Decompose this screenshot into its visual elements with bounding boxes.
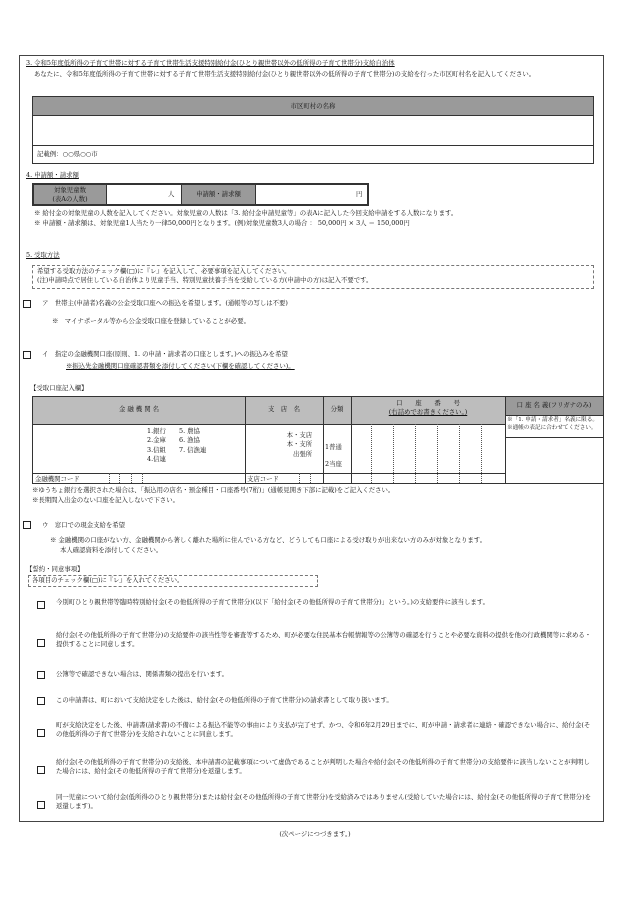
municipality-header: 市区町村の名称 — [33, 97, 593, 116]
section4-note1: ※ 給付金の対象児童の人数を記入してください。対象児童の人数は「3. 給付金申請児童等」の表Aに記入した今回支給申請をする人数になります。 — [34, 209, 458, 217]
bank-name-header: 金 融 機 関 名 — [118, 405, 160, 413]
municipality-name-field[interactable] — [33, 115, 593, 146]
account-title: 【受取口座記入欄】 — [30, 384, 88, 392]
account-type-options[interactable]: 1普通 2当座 — [325, 443, 342, 468]
option-u-note-2: 本人確認資料を添付してください。 — [60, 546, 163, 554]
agreement-checkbox-7[interactable] — [37, 801, 45, 809]
option-u-label: ウ 窓口での現金支給を希望 — [42, 521, 126, 529]
option-u-checkbox[interactable] — [23, 521, 31, 529]
branch-name-header: 支 店 名 — [268, 405, 300, 413]
agreement-item-3: 公簿等で確認できない場合は、関係書類の提出を行います。 — [56, 670, 229, 678]
option-i-note: ※振込先金融機関口座確認書類を添付してください(下欄を確認してください)。 — [66, 362, 295, 370]
agreement-item-6: 給付金(その他低所得の子育て世帯分)の支給後、本申請書の記載事項について虚偽であることが判明した場合や給付金(その他低所得の子育て世帯分)の支給要件に該当しないことが判明した場合には、給付金(その他低所得の子育て世帯分)を返還します。 — [56, 758, 590, 775]
account-holder-note: ※「1. 申請・請求者」名義に限る。 ※通帳の表記に合わせてください。 — [507, 417, 599, 431]
children-count-label: 対象児童数 (表Aの人数) — [34, 185, 107, 204]
amount-unit: 円 — [356, 190, 363, 198]
option-i-label: イ 指定の金融機関口座(原則、1. の申請・請求者の口座とします。)への振込みを希望 — [42, 350, 288, 358]
section3-title: 3. 令和5年度低所得の子育て世帯に対する子育て世帯生活支援特別給付金(ひとり親世帯以外の低所得の子育て世帯分)支給自治体 — [26, 59, 395, 67]
agreement-checkbox-5[interactable] — [37, 729, 45, 737]
section4-title: 4. 申請額・請求額 — [26, 171, 79, 179]
bank-code-label: 金融機関コード — [35, 475, 80, 483]
agreement-item-5: 町が支給決定をした後、申請書(請求書)の不備による振込不能等の事由により支払が完了せず、かつ、令和6年2月29日までに、町が申請・請求者に連絡・確認できない場合に、給付金(その他低所得の子育て世帯分)を支給されないことに同意します。 — [56, 721, 591, 738]
account-note2: ※長期間入出金のない口座を記入しないで下さい。 — [32, 496, 179, 504]
option-u-note-1: ※ 金融機関の口座がない方、金融機関から著しく離れた場所に住んでいる方など、どうしても口座による受け取りが出来ない方のみが対象となります。 — [50, 536, 487, 544]
amount-label: 申請額・請求額 — [181, 185, 256, 204]
municipality-table — [32, 96, 594, 164]
footer-continued: (次ページにつづきます。) — [279, 830, 351, 838]
agreement-item-1: 今別町ひとり親世帯等臨時特別給付金(その他低所得の子育て世帯分)(以下「給付金(その他低所得の子育て世帯分)」という。)の支給要件に該当します。 — [56, 598, 490, 606]
agreement-item-4: この申請書は、町において支給決定をした後は、給付金(その他低所得の子育て世帯分)の請求書として取り扱います。 — [56, 696, 393, 704]
section5-instruction-box — [32, 265, 594, 289]
option-i-checkbox[interactable] — [23, 351, 31, 359]
bank-type-options-2[interactable]: 5. 農協 6. 漁協 7. 信漁連 — [179, 427, 207, 454]
branch-code-label: 支店コード — [247, 475, 279, 483]
account-note1: ※ゆうちょ銀行を選択された場合は、「振込用の店名・預金種目・口座番号(7桁)」(通帳見開き下部に記載)をご記入ください。 — [32, 486, 395, 494]
agreement-instruction: 各項目のチェック欄(□)に『レ』を入れてください。 — [28, 575, 318, 587]
account-holder-header: 口 座 名 義(フリガナのみ) — [516, 401, 592, 409]
account-table — [32, 396, 604, 484]
section4-note2: ※ 申請額・請求額は、対象児童1人当たり一律50,000円となります。(例)対象児童数3人の場合 ： 50,000円 × 3人 ＝ 150,000円 — [34, 219, 410, 227]
branch-type-options[interactable]: 本・支店 本・支所 出張所 — [286, 431, 313, 458]
option-a-checkbox[interactable] — [23, 300, 31, 308]
agreement-item-7: 同一児童について給付金(低所得のひとり親世帯分)または給付金(その他低所得の子育て世帯分)を受給済みではありません(受給していた場合には、給付金(その他低所得の子育て世帯分)を返還します)。 — [56, 793, 591, 810]
agreement-checkbox-2[interactable] — [37, 639, 45, 647]
agreement-checkbox-4[interactable] — [37, 697, 45, 705]
agreement-title: 【誓約・同意事項】 — [26, 565, 84, 573]
agreement-checkbox-6[interactable] — [37, 766, 45, 774]
section5-instruction-line2: (注)申請時点で居住している自治体より児童手当、特別児童扶養手当を受給している方(申請中の方)は記入不要です。 — [37, 275, 373, 284]
option-a-note: ※ マイナポータル等から公金受取口座を登録していることが必要。 — [52, 317, 250, 325]
agreement-item-2: 給付金(その他低所得の子育て世帯分)の支給要件の該当性等を審査等するため、町が必要な住民基本台帳情報等の公簿等の確認を行うことや必要な資料の提供を他の行政機関等に求める・提供することに同意します。 — [56, 631, 592, 648]
agreement-checkbox-1[interactable] — [37, 601, 45, 609]
amount-table — [32, 183, 369, 206]
form-page — [19, 55, 604, 822]
municipality-example: 記載例：○○県○○市 — [37, 150, 98, 158]
option-a-label: ア 世帯主(申請者)名義の公金受取口座への振込を希望します。(通帳等の写しは不要) — [42, 299, 288, 307]
section3-instruction: あなたに、令和5年度低所得の子育て世帯に対する子育て世帯生活支援特別給付金(ひとり親世帯以外の低所得の子育て世帯分)の支給を行った市区町村名を記入してください。 — [34, 70, 536, 78]
account-number-subheader: (右詰めでお書きください。) — [388, 408, 468, 416]
section5-instruction-line1: 希望する受取方法のチェック欄(□)に『レ』を記入して、必要事項を記入してください。 — [37, 267, 291, 275]
bank-type-options[interactable]: 1.銀行 2.金庫 3.信組 4.信連 — [147, 427, 166, 463]
account-type-header: 分類 — [330, 405, 344, 413]
children-unit: 人 — [168, 190, 175, 198]
section5-title: 5. 受取方法 — [26, 251, 60, 259]
amount-field[interactable] — [254, 185, 367, 204]
agreement-checkbox-3[interactable] — [37, 671, 45, 679]
account-number-header: 口 座 番 号 — [396, 399, 460, 407]
